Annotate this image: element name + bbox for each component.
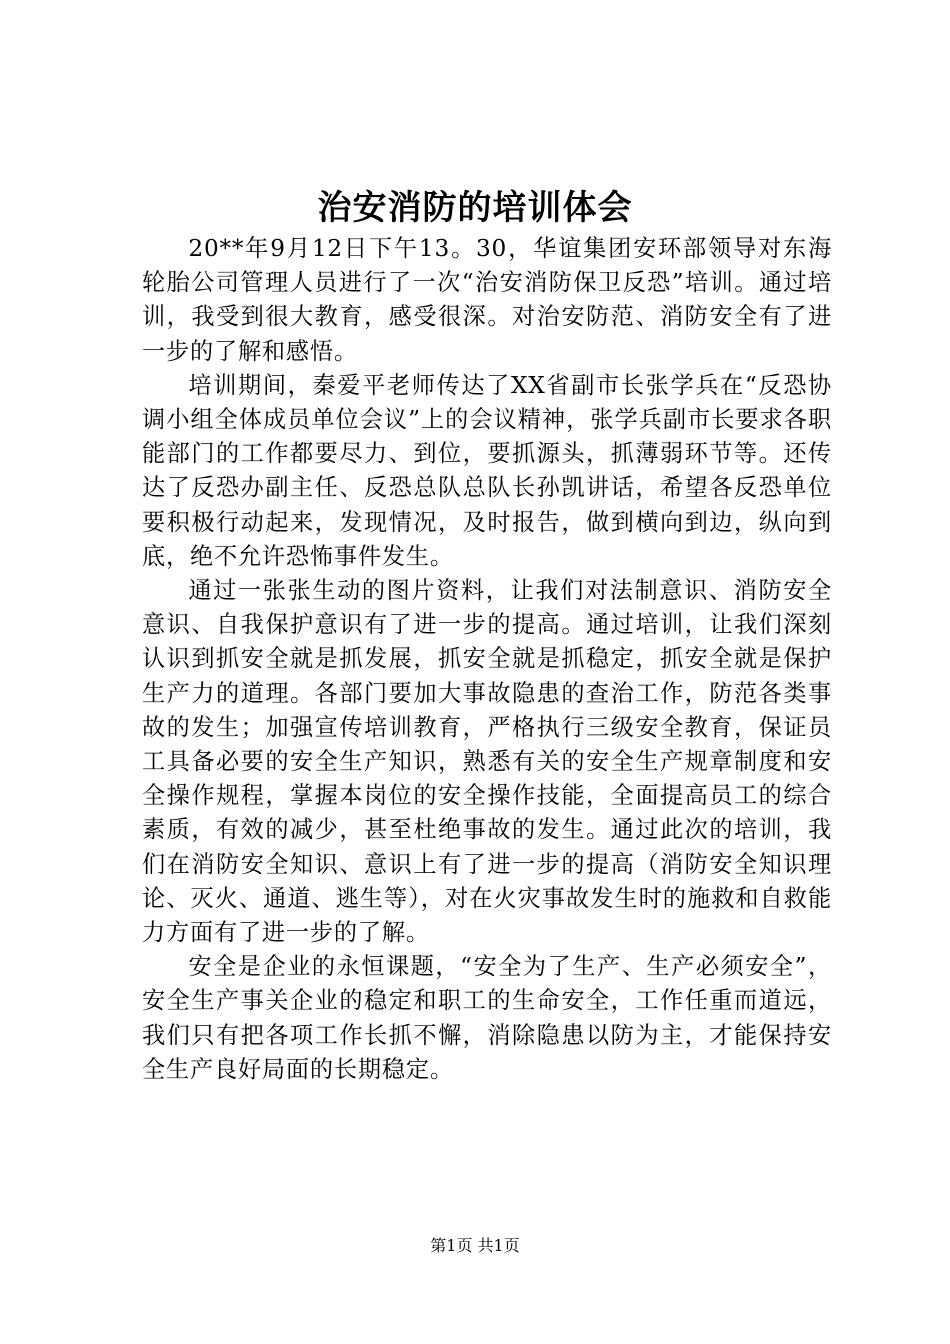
paragraph-2: 培训期间，秦爱平老师传达了XX省副市长张学兵在“反恐协调小组全体成员单位会议”上的会议精神，张学兵副市长要求各职能部门的工作都要尽力、到位，要抓源头，抓薄弱环节等。还传达了反恐办副主任、反恐总队总队长孙凯讲话，希望各反恐单位要积极行动起来，发现情况，及时报告，做到横向到边，纵向到底，绝不允许恐怖事件发生。	[142, 371, 832, 570]
page-number-footer: 第1页 共1页	[430, 1236, 520, 1255]
document-body	[142, 232, 832, 1087]
paragraph-4: 安全是企业的永恒课题，“安全为了生产、生产必须安全”，安全生产事关企业的稳定和职工的生命安全，工作任重而道远，我们只有把各项工作长抓不懈，消除隐患以防为主，才能保持安全生产良好局面的长期稳定。	[142, 953, 832, 1083]
paragraph-1: 20**年9月12日下午13。30，华谊集团安环部领导对东海轮胎公司管理人员进行了一次“治安消防保卫反恐”培训。通过培训，我受到很大教育，感受很深。对治安防范、消防安全有了进一步的了解和感悟。	[142, 235, 832, 365]
paragraph-3: 通过一张张生动的图片资料，让我们对法制意识、消防安全意识、自我保护意识有了进一步的提高。通过培训，让我们深刻认识到抓安全就是抓发展，抓安全就是抓稳定，抓安全就是保护生产力的道理。各部门要加大事故隐患的查治工作，防范各类事故的发生；加强宣传培训教育，严格执行三级安全教育，保证员工具备必要的安全生产知识，熟悉有关的安全生产规章制度和安全操作规程，掌握本岗位的安全操作技能，全面提高员工的综合素质，有效的减少，甚至杜绝事故的发生。通过此次的培训，我们在消防安全知识、意识上有了进一步的提高（消防安全知识理论、灭火、通道、逃生等），对在火灾事故发生时的施救和自救能力方面有了进一步的了解。	[142, 577, 832, 947]
document-title: 治安消防的培训体会	[317, 188, 633, 228]
